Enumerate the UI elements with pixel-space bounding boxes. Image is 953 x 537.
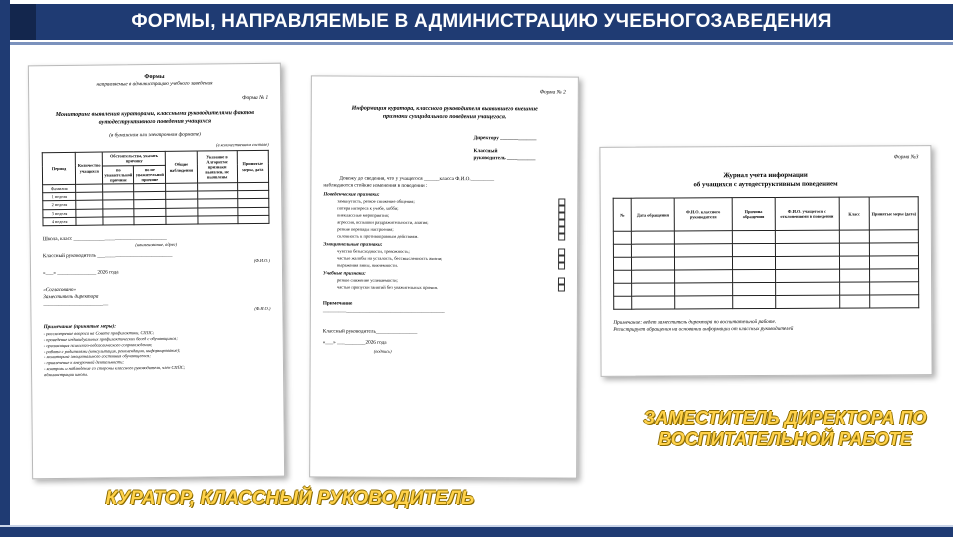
sheet2-item-behavior: резкие перепады настроения;	[337, 226, 394, 233]
sheet2-item-emotion: чувство безысходности, тревожность;	[337, 248, 410, 255]
sheet2-title-line1: Информация куратора, классного руководителя выявившего внешние	[351, 105, 538, 113]
sheet1-title-line1: Формы	[144, 73, 165, 81]
sheet3-cell[interactable]	[614, 284, 632, 297]
header-accent-block	[10, 4, 36, 40]
sheet1-title-line2: направляемые в администрацию учебного заведения	[96, 80, 213, 88]
document-sheet-form-1[interactable]	[28, 63, 285, 480]
sheet1-row-week: 1 неделя	[43, 193, 76, 202]
sheet1-heading-line1: Мониторинг выявления кураторами, классными руководителями фактов	[55, 110, 254, 119]
sheet3-cell[interactable]	[614, 271, 632, 284]
sheet3-cell[interactable]	[775, 269, 839, 282]
sheet2-item-behavior: потеря интереса к учебе, хобби;	[337, 205, 399, 212]
sheet3-cell[interactable]	[675, 283, 733, 296]
sheet3-cell[interactable]	[775, 230, 839, 243]
sheet1-form-number: Форма № 1	[242, 94, 269, 102]
sheet2-section-title: Учебные признаки:	[323, 271, 366, 277]
sheet1-note-item: администрации школы.	[44, 372, 89, 378]
sheet3-register-table	[613, 197, 920, 311]
sheet1-cell-blank	[134, 216, 166, 224]
header-underline	[10, 42, 953, 45]
sheet2-item-behavior: внеклассные мероприятия;	[337, 212, 389, 219]
sheet3-cell[interactable]	[675, 296, 733, 309]
sheet3-cell[interactable]	[870, 282, 919, 295]
sheet1-th-sub-not-respectful: по не уважительной причине	[134, 165, 166, 184]
sheet3-cell[interactable]	[870, 269, 919, 282]
sheet1-field-school-hint: (наименование, адрес)	[135, 241, 178, 248]
sheet3-cell[interactable]	[839, 282, 870, 295]
sheet1-cell-blank	[198, 215, 238, 224]
sheet3-th-student: Ф.И.О. учащегося с отклонениями в поведении	[775, 197, 839, 230]
sheet1-cell-blank	[76, 200, 103, 208]
page-header	[10, 4, 953, 40]
sheet2-note-label: Примечание	[322, 300, 353, 307]
sheet1-note-item: - проведение индивидуальных профилактических бесед с обучающимся;	[43, 335, 178, 342]
sheet1-note-item: - организация психолого-педагогического сопровождения;	[43, 341, 153, 348]
checkbox[interactable]	[558, 278, 565, 285]
sheet3-cell[interactable]	[675, 270, 733, 283]
sheet1-field-school: Школа, класс ____________________________________	[42, 234, 167, 243]
sheet1-cell-blank	[76, 217, 103, 225]
sheet2-item-study: частые пропуски занятий без уважительных причин.	[336, 284, 439, 291]
sheet1-cell-blank	[238, 215, 269, 223]
sheet2-addressee-director: Директору ______________	[473, 135, 537, 142]
bottom-decorative-bar	[0, 527, 953, 537]
sheet1-cell-fio: Фамилия	[43, 184, 76, 193]
sheet3-cell[interactable]	[869, 230, 918, 243]
sheet3-cell[interactable]	[775, 256, 839, 269]
sheet3-cell[interactable]	[732, 270, 775, 283]
sheet2-addressee-teacher: руководитель ___________	[473, 155, 536, 162]
checkbox[interactable]	[558, 199, 565, 206]
checkbox[interactable]	[558, 256, 565, 263]
sheet1-cell-blank	[76, 192, 103, 200]
sheet3-cell[interactable]	[775, 295, 839, 308]
sheet3-footnote: Регистрирует обращения на основании информации от классных руководителей	[613, 326, 794, 334]
sheet3-cell[interactable]	[870, 295, 919, 308]
sheet1-note-title: Примечание (принятые меры):	[43, 323, 116, 330]
sheet1-note-item: - мониторинг эмоционального состояния обучающегося;	[43, 353, 151, 360]
sheet2-item-behavior: склонность к противоправным действиям.	[337, 233, 419, 240]
sheet2-item-emotion: выражения вины, никчемности.	[337, 262, 398, 269]
sheet1-row-week: 4 неделя	[43, 217, 76, 226]
sheet1-note-paper: (в бумажном или электронном формате)	[109, 131, 201, 139]
sheet3-cell[interactable]	[839, 243, 870, 256]
sheet3-cell[interactable]	[732, 244, 775, 257]
sheet3-cell[interactable]	[632, 283, 675, 296]
checkbox[interactable]	[558, 227, 565, 234]
checkbox[interactable]	[558, 213, 565, 220]
sheet1-approve-fio: (Ф.И.О.)	[254, 305, 271, 311]
sheet2-signature-hint: (подпись)	[373, 349, 392, 355]
checkbox[interactable]	[558, 206, 565, 213]
caption-deputy-director: ЗАМЕСТИТЕЛЬ ДИРЕКТОРА ПО ВОСПИТАТЕЛЬНОЙ РАБОТЕ	[643, 408, 927, 449]
sheet1-note-item: - работа с родителями (консультация, рекомендации, информирование);	[43, 347, 181, 354]
sheet3-cell[interactable]	[632, 244, 675, 257]
sheet3-cell[interactable]	[870, 243, 919, 256]
sheet3-cell[interactable]	[732, 257, 775, 270]
document-sheet-form-2[interactable]	[309, 75, 579, 478]
left-decorative-bar	[0, 0, 10, 537]
sheet3-cell[interactable]	[613, 245, 631, 258]
sheet1-field-teacher: Классный руководитель _____________________________	[42, 251, 173, 259]
sheet1-monitoring-table	[42, 150, 270, 226]
sheet1-note-item: - привлечение к внеурочной деятельности;	[43, 359, 124, 366]
checkbox[interactable]	[558, 220, 565, 227]
sheet1-cell-blank	[103, 216, 134, 224]
sheet3-cell[interactable]	[614, 297, 632, 310]
sheet3-cell[interactable]	[839, 230, 870, 243]
sheet3-title-line2: об учащихся с аутодеструктивным поведением	[693, 180, 838, 189]
sheet3-cell[interactable]	[674, 231, 732, 244]
sheet3-cell[interactable]	[839, 295, 870, 308]
sheet1-cell-blank	[76, 184, 103, 192]
sheet1-th-measures: Принятые меры, дата	[237, 151, 269, 183]
sheet1-note-item: - контроль и наблюдение со стороны классного руководителя, член СППС;	[43, 365, 186, 372]
sheet3-cell[interactable]	[674, 244, 732, 257]
sheet3-cell[interactable]	[733, 296, 776, 309]
sheet1-th-observations: Общие наблюдения	[166, 151, 198, 183]
sheet2-item-behavior: агрессия, вспышки раздражительности, апатия;	[337, 219, 429, 226]
sheet3-th-reason: Причина обращения	[732, 198, 775, 231]
sheet1-note-count: (в количественном составе)	[216, 142, 269, 148]
bottom-accent-line	[0, 525, 953, 527]
sheet2-section-title: Поведенческие признаки:	[323, 192, 380, 198]
sheet1-cell-blank	[76, 209, 103, 217]
sheet3-cell[interactable]	[613, 232, 631, 245]
sheet2-intro-line1: Довожу до сведения, что у учащегося ______класса Ф.И.О._________	[339, 175, 495, 183]
sheet3-cell[interactable]	[632, 231, 675, 244]
sheet1-row-week: 2 неделя	[43, 201, 76, 210]
caption-curator: КУРАТОР, КЛАССНЫЙ РУКОВОДИТЕЛЬ	[105, 488, 475, 509]
sheet1-approve-label: «Согласовано»	[43, 286, 77, 293]
sheet1-th-count: Количество учащихся	[76, 152, 103, 184]
sheet2-note-line: _______________________________________________	[322, 307, 445, 315]
checkbox[interactable]	[558, 285, 565, 292]
sheet3-cell[interactable]	[632, 296, 675, 309]
document-sheet-form-3[interactable]	[599, 145, 932, 377]
sheet1-th-period: Период	[42, 153, 76, 185]
sheet3-th-teacher: Ф.И.О. классного руководителя	[674, 198, 732, 231]
sheet1-note-item: - рассмотрение вопроса на Совете профилактики, СППС;	[43, 329, 155, 336]
checkbox[interactable]	[558, 234, 565, 241]
sheet1-th-algorithm: Указание в Алгоритме признаки выявлен, не выявлены	[197, 151, 237, 183]
checkbox[interactable]	[558, 249, 565, 256]
sheet3-cell[interactable]	[775, 282, 839, 295]
sheet2-signature-role: Классный руководитель________________	[322, 328, 418, 336]
sheet1-field-teacher-hint: (Ф.И.О.)	[253, 257, 270, 263]
sheet3-cell[interactable]	[632, 257, 675, 270]
sheet3-cell[interactable]	[775, 243, 839, 256]
sheet2-intro-line2: наблюдаются стойкие изменения в поведении :	[323, 182, 428, 190]
sheet2-form-number: Форма № 2	[539, 89, 566, 96]
sheet2-item-emotion: частые жалобы на усталость, бессмысленность жизни;	[337, 255, 443, 262]
sheet2-signature-date: «___» ___________2026 года	[322, 339, 387, 347]
sheet3-cell[interactable]	[674, 257, 732, 270]
sheet3-th-measures: Принятые меры (дата)	[869, 197, 918, 230]
sheet3-cell[interactable]	[733, 283, 776, 296]
sheet3-form-number: Форма №3	[893, 154, 919, 161]
sheet1-cell-blank	[166, 216, 197, 224]
sheet3-cell[interactable]	[839, 269, 870, 282]
sheet1-row-week: 3 неделя	[43, 209, 76, 218]
sheet3-cell[interactable]	[870, 256, 919, 269]
sheet3-cell[interactable]	[732, 231, 775, 244]
sheet3-cell[interactable]	[613, 258, 631, 271]
sheet1-approve-role: Заместитель директора	[43, 293, 99, 300]
sheet2-item-behavior: замкнутость, резкое снижение общения;	[337, 198, 415, 205]
sheet2-section-title: Эмоциональные признаки:	[323, 242, 383, 248]
page-title: ФОРМЫ, НАПРАВЛЯЕМЫЕ В АДМИНИСТРАЦИЮ УЧЕБНОГОЗАВЕДЕНИЯ	[131, 11, 832, 32]
sheet1-approve-sign: _________________________	[43, 300, 109, 307]
sheet3-th-date: Дата обращения	[631, 198, 674, 231]
sheet3-th-number: №	[613, 199, 631, 232]
sheet1-th-reason: Обстоятельства, указать причину	[103, 152, 166, 166]
sheet2-item-study: резкое снижение успеваемости;	[336, 277, 398, 284]
sheet2-addressee-role: Классный	[473, 148, 498, 155]
sheet3-cell[interactable]	[632, 270, 675, 283]
sheet1-th-sub-respectful: по уважительной причине	[104, 166, 133, 183]
sheet1-field-date: «___» _______________ 2026 года	[42, 269, 119, 276]
sheet3-footnote: Примечание: ведет заместитель директора по воспитательной работе.	[613, 319, 777, 327]
checkbox[interactable]	[558, 263, 565, 270]
sheet3-cell[interactable]	[839, 256, 870, 269]
sheet1-heading-line2: аутодеструктивного поведения учащихся	[98, 118, 212, 126]
sheet2-title-line2: признаки суицидального поведения учащегося.	[382, 113, 507, 121]
sheet3-title-line1: Журнал учета информации	[723, 171, 808, 180]
sheet3-th-class: Класс	[839, 197, 870, 230]
